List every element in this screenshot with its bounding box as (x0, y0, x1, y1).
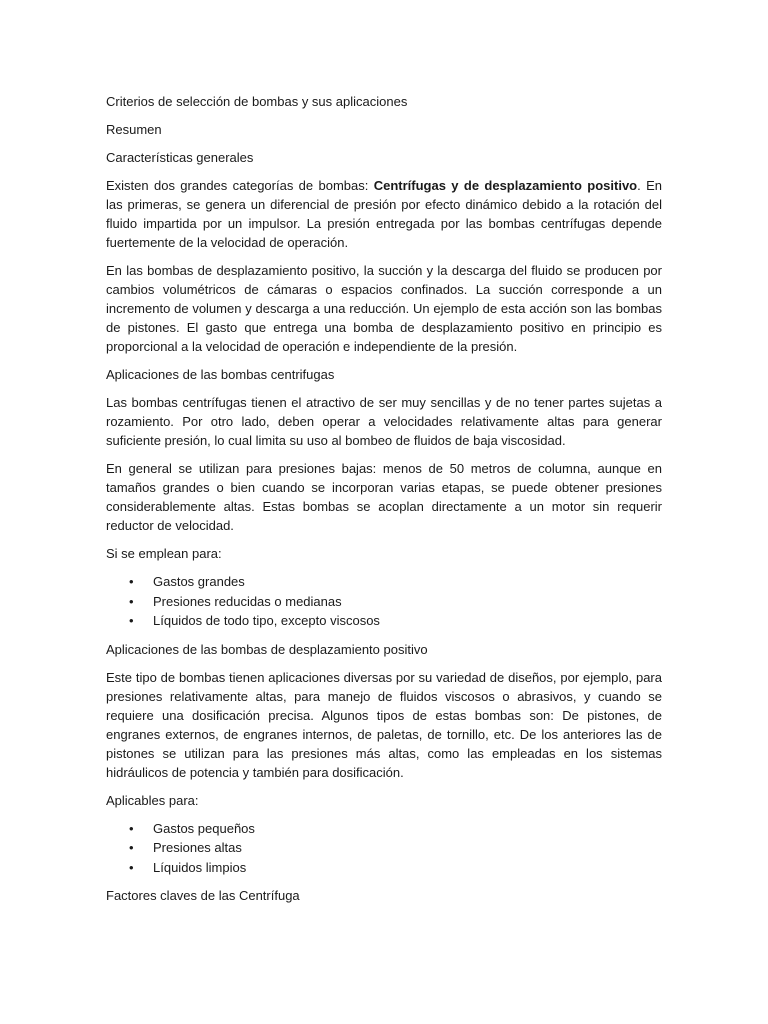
positive-displacement-applications-heading: Aplicaciones de las bombas de desplazamiento positivo (106, 641, 428, 657)
centrifugal-key-factors-heading: Factores claves de las Centrífuga (106, 888, 300, 903)
list-item-text: Presiones reducidas o medianas (153, 593, 342, 609)
paragraph-pump-categories-intro: Existen dos grandes categorías de bombas: (106, 178, 374, 193)
paragraph-positive-applications: Este tipo de bombas tienen aplicaciones diversas por su variedad de diseños, por ejemplo, para presiones relativamente altas, para manejo de fluidos viscosos o abrasivos, y cuando se requiere una dosificación precisa. Algunos tipos de estas bombas son: De pistones, de engranes externos, de engranes internos, de paletas, de tornillo, etc. De los anteriores las de pistones se utilizan para las presiones más altas, como las empleadas en los sistemas hidráulicos de potencia y también para dosificación. (106, 669, 662, 780)
paragraph-positive-displacement: En las bombas de desplazamiento positivo, la succión y la descarga del fluido se producen por cambios volumétricos de cámaras o espacios confinados. La succión corresponde a un incremento de volumen y descarga a una reducción. Un ejemplo de esta acción son las bombas de pistones. El gasto que entrega una bomba de desplazamiento positivo en principio es proporcional a la velocidad de operación e independiente de la presión. (106, 263, 662, 354)
applicable-for-heading: Aplicables para: (106, 792, 199, 808)
bullet-icon: • (129, 840, 134, 855)
list-item-text: Presiones altas (153, 840, 242, 855)
paragraph-centrifugal-attractive: Las bombas centrífugas tienen el atractivo de ser muy sencillas y de no tener partes sujetas a rozamiento. Por otro lado, deben operar a velocidades relativamente altas para generar suficiente presión, lo cual limita su uso al bombeo de fluidos de baja viscosidad. (106, 395, 662, 448)
list-item-text: Gastos grandes (153, 574, 245, 589)
document-title: Criterios de selección de bombas y sus aplicaciones (106, 94, 408, 109)
used-for-list (106, 572, 662, 631)
list-item-text: Líquidos limpios (153, 859, 247, 875)
bullet-icon: • (129, 574, 134, 589)
paragraph-pump-categories-rest: . En las primeras, se genera un diferencial de presión por efecto dinámico debido a la rotación del fluido impartida por un impulsor. La presión entregada por las bombas centrífugas depende fuertemente de la velocidad de operación. (106, 178, 662, 250)
list-item-text: Líquidos de todo tipo, excepto viscosos (153, 613, 380, 628)
paragraph-pump-categories (106, 176, 662, 252)
general-characteristics-heading: Características generales (106, 150, 254, 165)
bullet-icon: • (129, 613, 134, 628)
bullet-icon: • (129, 859, 134, 875)
bullet-icon: • (129, 820, 134, 836)
bullet-icon: • (129, 593, 134, 609)
centrifugal-applications-heading: Aplicaciones de las bombas centrifugas (106, 367, 335, 382)
applicable-for-list (106, 819, 662, 878)
list-item (106, 838, 662, 858)
pump-categories-bold: Centrífugas y de desplazamiento positivo (373, 178, 638, 193)
list-item-text: Gastos pequeños (153, 820, 255, 836)
list-item (106, 611, 662, 631)
summary-heading: Resumen (106, 122, 162, 137)
document-body (106, 92, 662, 914)
list-item (106, 572, 662, 592)
paragraph-centrifugal-low-pressure: En general se utilizan para presiones bajas: menos de 50 metros de columna, aunque en tamaños grandes o bien cuando se incorporan varias etapas, se puede obtener presiones considerablemente altas. Estas bombas se acoplan directamente a un motor sin requerir reductor de velocidad. (106, 461, 662, 533)
list-item (106, 858, 662, 878)
list-item (106, 819, 662, 839)
list-item (106, 592, 662, 612)
used-for-heading: Si se emplean para: (106, 546, 222, 561)
